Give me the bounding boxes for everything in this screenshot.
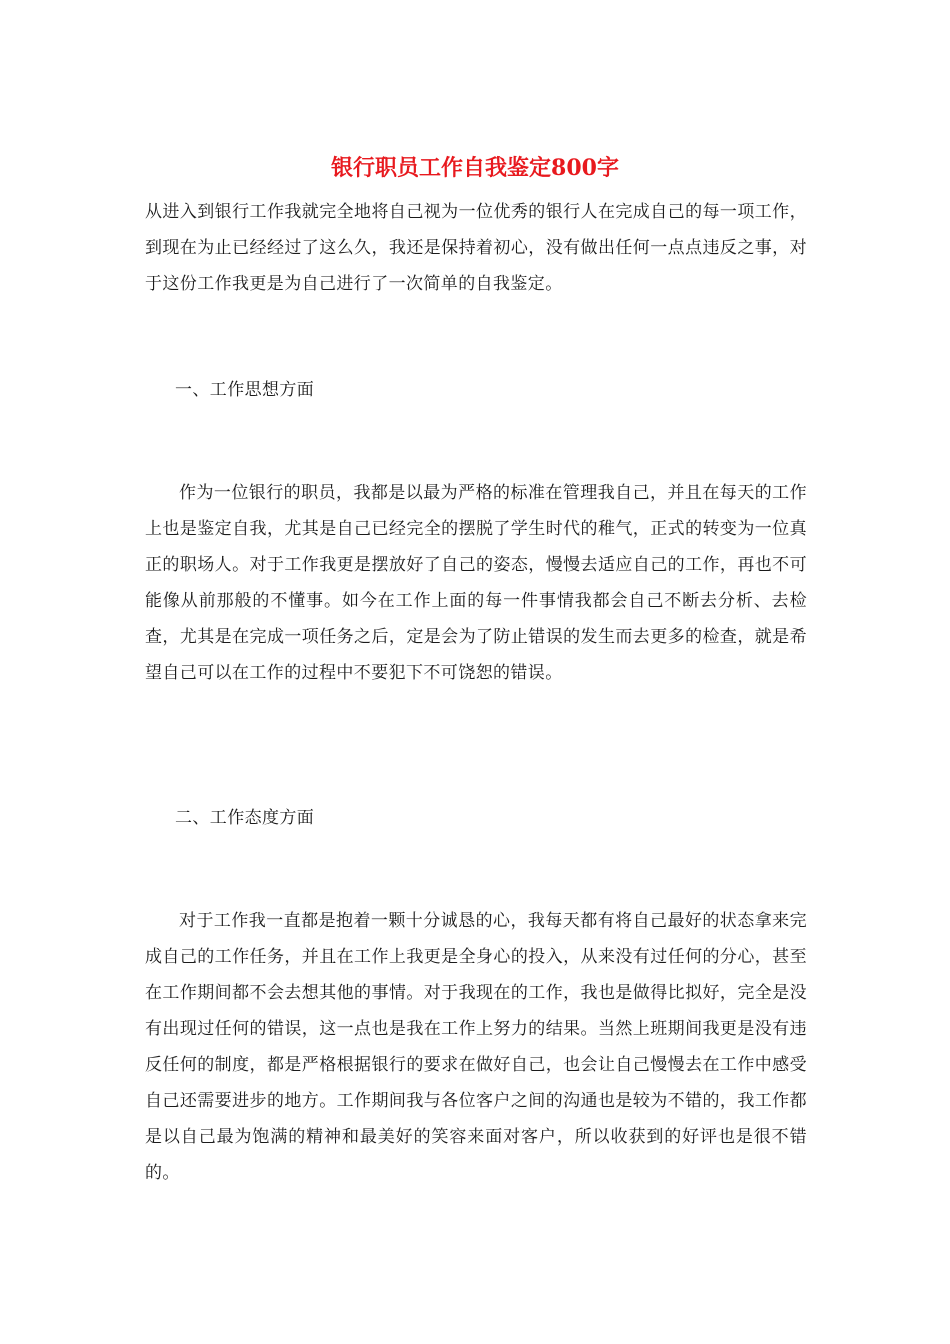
section-heading-1: 一、工作思想方面 xyxy=(175,380,315,400)
intro-paragraph: 从进入到银行工作我就完全地将自己视为一位优秀的银行人在完成自己的每一项工作，到现在为止已经经过了这么久，我还是保持着初心，没有做出任何一点点违反之事，对于这份工作我更是为自己进行了一次简单的自我鉴定。 xyxy=(145,202,807,294)
section-heading-2: 二、工作态度方面 xyxy=(175,808,315,828)
document-title: 银行职员工作自我鉴定800字 xyxy=(331,155,619,181)
section-body-2: 对于工作我一直都是抱着一颗十分诚恳的心，我每天都有将自己最好的状态拿来完成自己的工作任务，并且在工作上我更是全身心的投入，从来没有过任何的分心，甚至在工作期间都不会去想其他的事情。对于我现在的工作，我也是做得比拟好，完全是没有出现过任何的错误，这一点也是我在工作上努力的结果。当然上班期间我更是没有违反任何的制度，都是严格根据银行的要求在做好自己，也会让自己慢慢去在工作中感受自己还需要进步的地方。工作期间我与各位客户之间的沟通也是较为不错的，我工作都是以自己最为饱满的精神和最美好的笑容来面对客户，所以收获到的好评也是很不错的。 xyxy=(145,911,807,1183)
section-body-1: 作为一位银行的职员，我都是以最为严格的标准在管理我自己，并且在每天的工作上也是鉴定自我，尤其是自己已经完全的摆脱了学生时代的稚气，正式的转变为一位真正的职场人。对于工作我更是摆放好了自己的姿态，慢慢去适应自己的工作，再也不可能像从前那般的不懂事。如今在工作上面的每一件事情我都会自己不断去分析、去检查，尤其是在完成一项任务之后，定是会为了防止错误的发生而去更多的检查，就是希望自己可以在工作的过程中不要犯下不可饶恕的错误。 xyxy=(145,483,807,683)
